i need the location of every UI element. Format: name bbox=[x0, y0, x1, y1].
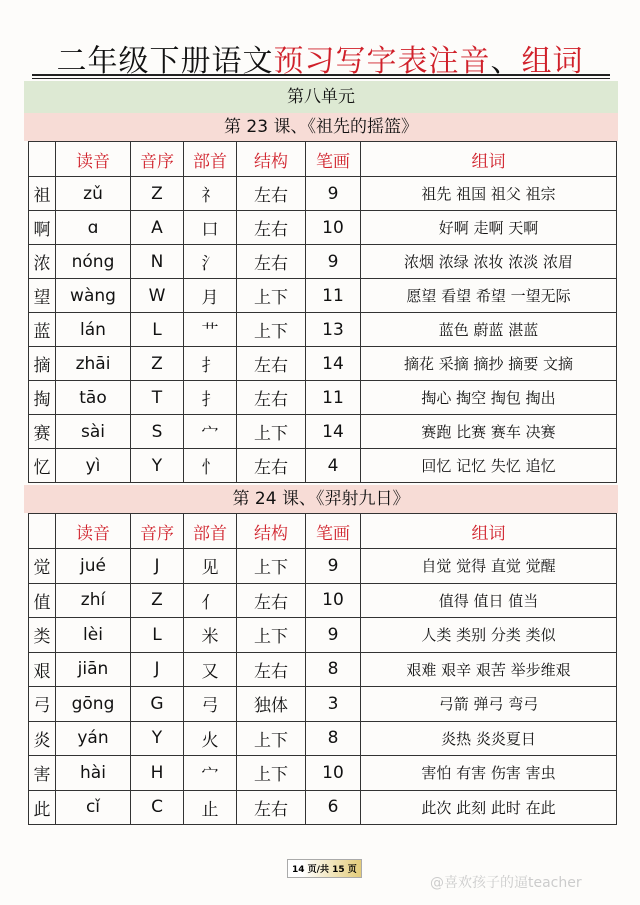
title-rule-2 bbox=[32, 78, 610, 79]
header-words: 组词 bbox=[361, 514, 617, 549]
cell-character: 蓝 bbox=[29, 313, 56, 347]
header-radical: 部首 bbox=[184, 514, 237, 549]
cell-radical: 艹 bbox=[184, 313, 237, 347]
cell-pinyin: zǔ bbox=[56, 177, 131, 211]
header-character bbox=[29, 514, 56, 549]
table-row bbox=[29, 756, 617, 791]
cell-pinyin: lán bbox=[56, 313, 131, 347]
cell-structure: 左右 bbox=[237, 381, 306, 415]
cell-radical: 扌 bbox=[184, 381, 237, 415]
cell-words: 炎热 炎炎夏日 bbox=[361, 721, 617, 756]
title-red: 预习写字表注音 bbox=[273, 44, 491, 79]
cell-structure: 左右 bbox=[237, 583, 306, 618]
cell-initial: C bbox=[131, 790, 184, 825]
table-row bbox=[29, 211, 617, 245]
header-initial: 音序 bbox=[131, 142, 184, 177]
cell-structure: 上下 bbox=[237, 415, 306, 449]
cell-pinyin: ɑ bbox=[56, 211, 131, 245]
cell-pinyin: cǐ bbox=[56, 790, 131, 825]
unit-heading: 第八单元 bbox=[24, 81, 618, 113]
watermark: @喜欢孩子的逼teacher bbox=[430, 875, 582, 891]
cell-strokes: 9 bbox=[306, 245, 361, 279]
cell-strokes: 10 bbox=[306, 211, 361, 245]
cell-words: 赛跑 比赛 赛车 决赛 bbox=[361, 415, 617, 449]
cell-words: 好啊 走啊 天啊 bbox=[361, 211, 617, 245]
cell-pinyin: yì bbox=[56, 449, 131, 483]
cell-words: 值得 值日 值当 bbox=[361, 583, 617, 618]
cell-radical: 忄 bbox=[184, 449, 237, 483]
cell-character: 觉 bbox=[29, 549, 56, 584]
cell-character: 掏 bbox=[29, 381, 56, 415]
cell-pinyin: wàng bbox=[56, 279, 131, 313]
cell-words: 掏心 掏空 掏包 掏出 bbox=[361, 381, 617, 415]
cell-pinyin: hài bbox=[56, 756, 131, 791]
cell-character: 害 bbox=[29, 756, 56, 791]
table-row bbox=[29, 618, 617, 653]
cell-initial: G bbox=[131, 687, 184, 722]
cell-initial: Z bbox=[131, 347, 184, 381]
cell-character: 祖 bbox=[29, 177, 56, 211]
cell-pinyin: lèi bbox=[56, 618, 131, 653]
header-pinyin: 读音 bbox=[56, 514, 131, 549]
cell-pinyin: nóng bbox=[56, 245, 131, 279]
header-character bbox=[29, 142, 56, 177]
cell-character: 望 bbox=[29, 279, 56, 313]
cell-words: 弓箭 弹弓 弯弓 bbox=[361, 687, 617, 722]
cell-strokes: 8 bbox=[306, 721, 361, 756]
cell-words: 浓烟 浓绿 浓妆 浓淡 浓眉 bbox=[361, 245, 617, 279]
table-row bbox=[29, 313, 617, 347]
cell-words: 自觉 觉得 直觉 觉醒 bbox=[361, 549, 617, 584]
table-row bbox=[29, 279, 617, 313]
header-words: 组词 bbox=[361, 142, 617, 177]
cell-strokes: 4 bbox=[306, 449, 361, 483]
cell-character: 啊 bbox=[29, 211, 56, 245]
cell-structure: 左右 bbox=[237, 449, 306, 483]
cell-strokes: 9 bbox=[306, 618, 361, 653]
cell-strokes: 9 bbox=[306, 177, 361, 211]
cell-strokes: 9 bbox=[306, 549, 361, 584]
cell-pinyin: zhí bbox=[56, 583, 131, 618]
lesson-23-heading: 第 23 课、《祖先的摇篮》 bbox=[24, 113, 618, 141]
cell-radical: 口 bbox=[184, 211, 237, 245]
cell-structure: 左右 bbox=[237, 211, 306, 245]
cell-pinyin: gōng bbox=[56, 687, 131, 722]
cell-strokes: 6 bbox=[306, 790, 361, 825]
cell-strokes: 8 bbox=[306, 652, 361, 687]
cell-initial: J bbox=[131, 652, 184, 687]
cell-structure: 上下 bbox=[237, 721, 306, 756]
table-row bbox=[29, 449, 617, 483]
table-row bbox=[29, 347, 617, 381]
cell-radical: 宀 bbox=[184, 415, 237, 449]
cell-pinyin: yán bbox=[56, 721, 131, 756]
cell-initial: A bbox=[131, 211, 184, 245]
header-structure: 结构 bbox=[237, 142, 306, 177]
cell-radical: 礻 bbox=[184, 177, 237, 211]
cell-character: 赛 bbox=[29, 415, 56, 449]
cell-radical: 米 bbox=[184, 618, 237, 653]
table-row bbox=[29, 549, 617, 584]
cell-initial: S bbox=[131, 415, 184, 449]
cell-strokes: 11 bbox=[306, 381, 361, 415]
table-row bbox=[29, 790, 617, 825]
cell-radical: 宀 bbox=[184, 756, 237, 791]
cell-radical: 月 bbox=[184, 279, 237, 313]
cell-initial: W bbox=[131, 279, 184, 313]
cell-character: 艰 bbox=[29, 652, 56, 687]
cell-structure: 上下 bbox=[237, 549, 306, 584]
header-radical: 部首 bbox=[184, 142, 237, 177]
cell-words: 回忆 记忆 失忆 追忆 bbox=[361, 449, 617, 483]
table-row bbox=[29, 177, 617, 211]
cell-words: 愿望 看望 希望 一望无际 bbox=[361, 279, 617, 313]
cell-initial: J bbox=[131, 549, 184, 584]
cell-radical: 火 bbox=[184, 721, 237, 756]
title-red-2: 组词 bbox=[521, 44, 584, 79]
cell-radical: 止 bbox=[184, 790, 237, 825]
cell-radical: 弓 bbox=[184, 687, 237, 722]
cell-words: 此次 此刻 此时 在此 bbox=[361, 790, 617, 825]
cell-strokes: 11 bbox=[306, 279, 361, 313]
cell-structure: 左右 bbox=[237, 652, 306, 687]
cell-strokes: 14 bbox=[306, 415, 361, 449]
cell-initial: T bbox=[131, 381, 184, 415]
title-rule bbox=[32, 74, 610, 76]
lesson-24-heading: 第 24 课、《羿射九日》 bbox=[24, 485, 618, 513]
cell-strokes: 10 bbox=[306, 583, 361, 618]
header-strokes: 笔画 bbox=[306, 514, 361, 549]
cell-structure: 上下 bbox=[237, 313, 306, 347]
cell-character: 浓 bbox=[29, 245, 56, 279]
cell-character: 类 bbox=[29, 618, 56, 653]
cell-character: 忆 bbox=[29, 449, 56, 483]
cell-initial: L bbox=[131, 618, 184, 653]
cell-words: 祖先 祖国 祖父 祖宗 bbox=[361, 177, 617, 211]
cell-pinyin: jiān bbox=[56, 652, 131, 687]
cell-structure: 左右 bbox=[237, 790, 306, 825]
cell-pinyin: sài bbox=[56, 415, 131, 449]
cell-character: 弓 bbox=[29, 687, 56, 722]
table-row bbox=[29, 381, 617, 415]
header-row bbox=[29, 142, 617, 177]
cell-words: 艰难 艰辛 艰苦 举步维艰 bbox=[361, 652, 617, 687]
cell-character: 值 bbox=[29, 583, 56, 618]
cell-initial: Z bbox=[131, 177, 184, 211]
cell-strokes: 10 bbox=[306, 756, 361, 791]
cell-strokes: 14 bbox=[306, 347, 361, 381]
cell-initial: L bbox=[131, 313, 184, 347]
table-row bbox=[29, 415, 617, 449]
lesson-23-table bbox=[28, 141, 617, 483]
table-row bbox=[29, 721, 617, 756]
cell-pinyin: tāo bbox=[56, 381, 131, 415]
page-indicator: 14 页/共 15 页 bbox=[287, 859, 362, 878]
cell-words: 害怕 有害 伤害 害虫 bbox=[361, 756, 617, 791]
header-pinyin: 读音 bbox=[56, 142, 131, 177]
header-initial: 音序 bbox=[131, 514, 184, 549]
cell-words: 摘花 采摘 摘抄 摘要 文摘 bbox=[361, 347, 617, 381]
cell-strokes: 3 bbox=[306, 687, 361, 722]
cell-initial: N bbox=[131, 245, 184, 279]
cell-character: 炎 bbox=[29, 721, 56, 756]
cell-pinyin: jué bbox=[56, 549, 131, 584]
table-row bbox=[29, 245, 617, 279]
cell-structure: 上下 bbox=[237, 279, 306, 313]
cell-initial: Y bbox=[131, 449, 184, 483]
table-row bbox=[29, 652, 617, 687]
cell-structure: 左右 bbox=[237, 347, 306, 381]
cell-words: 人类 类别 分类 类似 bbox=[361, 618, 617, 653]
cell-radical: 扌 bbox=[184, 347, 237, 381]
title-black: 二年级下册语文 bbox=[56, 44, 274, 79]
header-row bbox=[29, 514, 617, 549]
cell-radical: 氵 bbox=[184, 245, 237, 279]
table-row bbox=[29, 583, 617, 618]
cell-words: 蓝色 蔚蓝 湛蓝 bbox=[361, 313, 617, 347]
cell-character: 此 bbox=[29, 790, 56, 825]
cell-initial: Z bbox=[131, 583, 184, 618]
cell-radical: 又 bbox=[184, 652, 237, 687]
cell-initial: H bbox=[131, 756, 184, 791]
header-strokes: 笔画 bbox=[306, 142, 361, 177]
lesson-24-table bbox=[28, 513, 617, 825]
cell-initial: Y bbox=[131, 721, 184, 756]
cell-pinyin: zhāi bbox=[56, 347, 131, 381]
cell-structure: 上下 bbox=[237, 618, 306, 653]
cell-radical: 见 bbox=[184, 549, 237, 584]
cell-character: 摘 bbox=[29, 347, 56, 381]
title-sep: 、 bbox=[490, 44, 522, 79]
cell-radical: 亻 bbox=[184, 583, 237, 618]
header-structure: 结构 bbox=[237, 514, 306, 549]
table-row bbox=[29, 687, 617, 722]
cell-structure: 独体 bbox=[237, 687, 306, 722]
cell-structure: 左右 bbox=[237, 245, 306, 279]
cell-strokes: 13 bbox=[306, 313, 361, 347]
cell-structure: 左右 bbox=[237, 177, 306, 211]
cell-structure: 上下 bbox=[237, 756, 306, 791]
